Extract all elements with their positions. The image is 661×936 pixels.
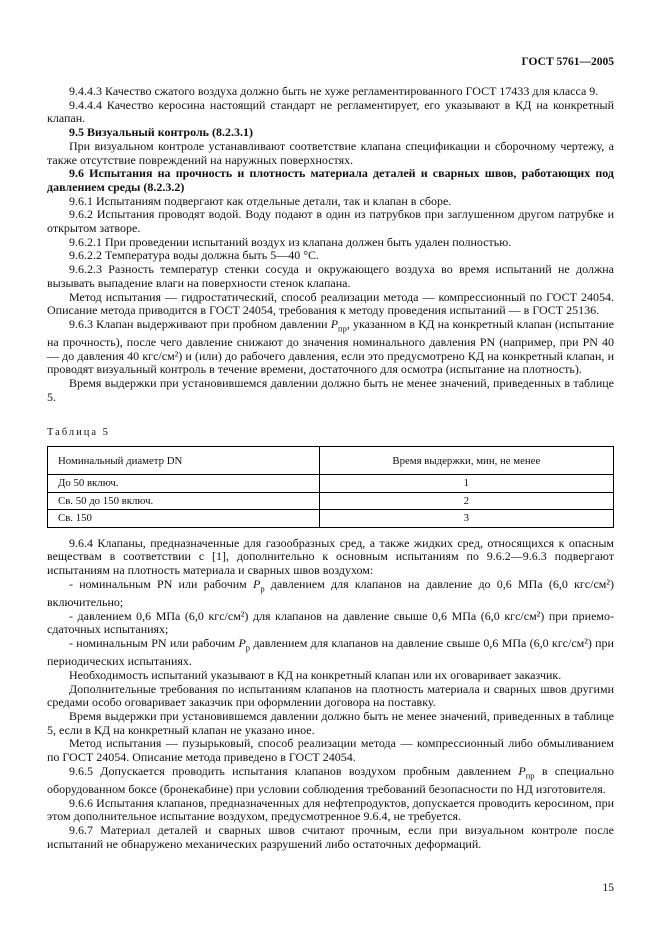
paragraph <box>47 537 614 578</box>
section-heading <box>47 167 614 194</box>
table-cell: 3 <box>319 510 613 528</box>
table-header-cell: Время выдержки, мин, не менее <box>319 447 613 475</box>
text-run: 9.6.2.1 При проведении испытаний воздух из клапана должен быть удален полностью. <box>69 234 512 249</box>
text-run: в специально оборудованном боксе (бронекабине) при условии соблюдения требований безопасности по НД изготовителя. <box>47 763 614 796</box>
paragraph <box>47 140 614 167</box>
table-header-cell: Номинальный диаметр DN <box>48 447 320 475</box>
text-run: - давлением 0,6 МПа (6,0 кгс/см²) для клапанов на давление свыше 0,6 МПа (6,0 кгс/см²) при приемо-сдаточных испытаниях; <box>47 608 614 637</box>
paragraph <box>47 710 614 737</box>
text-run: 9.6.2.2 Температура воды должна быть 5—40 °С. <box>69 248 320 263</box>
text-run: 9.6 Испытания на прочность и плотность материала деталей и сварных швов, работающих под давлением среды (8.2.3.2) <box>47 166 614 194</box>
paragraph <box>47 85 614 99</box>
text-run: При визуальном контроле устанавливают соответствие клапана спецификации и сборочному чертежу, а также отсутствие повреждений на наружных поверхностях. <box>47 138 614 167</box>
table-5 <box>47 446 614 528</box>
paragraph <box>47 208 614 235</box>
document-body <box>47 85 614 851</box>
paragraph <box>47 765 614 797</box>
page-header <box>47 56 614 68</box>
paragraph <box>47 737 614 764</box>
table-header-row <box>48 447 614 475</box>
page-number: 15 <box>602 882 614 894</box>
text-run: Метод испытания — пузырьковый, способ реализации метода — компрессионный либо обмыливанием по ГОСТ 24054. Описание метода приведено в ГОСТ 24054. <box>47 736 614 765</box>
text-run: 9.6.2.3 Разность температур стенки сосуда и окружающего воздуха во время испытаний не должна вызывать выпадение влаги на поверхности стенок клапана. <box>47 262 614 290</box>
text-run: - номинальным PN или рабочим <box>69 576 253 591</box>
text-run: Р <box>330 316 339 331</box>
text-run: 9.5 Визуальный контроль (8.2.3.1) <box>69 125 254 140</box>
paragraph <box>47 99 614 126</box>
text-run: 9.4.4.4 Качество керосина настоящий стандарт не регламентирует, его указывают в КД на конкретный клапан. <box>47 97 614 126</box>
text-run: Р <box>252 576 261 591</box>
paragraph <box>47 318 614 377</box>
text-run: , указанном в КД на конкретный клапан (испытание на прочность), после чего давление снижают до значения номинального давления PN (например, при PN 40 — до давления 40 кгс/см²) и (или) до рабочего давления, если это предусмотрено КД на конкретный клапан, и проводят визуальный контроль в течение времени, достаточного для осмотра (испытание на плотность). <box>47 316 615 377</box>
text-run: Дополнительные требования по испытаниям клапанов на плотность материала и сварных швов другими средами особо оговаривает заказчик при оформлении договора на поставку. <box>47 681 614 710</box>
text-run: Необходимость испытаний указывают в КД на конкретный клапан или их оговаривает заказчик. <box>69 667 562 682</box>
text-run: 9.6.2 Испытания проводят водой. Воду подают в один из патрубков при заглушенном другом патрубке и открытом затворе. <box>47 207 614 236</box>
text-run: 9.6.3 Клапан выдерживают при пробном давлении <box>69 316 331 331</box>
paragraph <box>47 291 614 318</box>
table-cell: Св. 50 до 150 включ. <box>48 492 320 510</box>
text-run: давлением для клапанов на давление свыше 0,6 МПа (6,0 кгс/см²) при периодических испытаниях. <box>47 636 614 669</box>
paragraph <box>47 377 614 404</box>
paragraph <box>47 824 614 851</box>
text-run: р <box>245 642 251 653</box>
text-run: давлением для клапанов на давление до 0,6 МПа (6,0 кгс/см²) включительно; <box>47 576 614 609</box>
page-footer <box>603 882 615 894</box>
paragraph <box>47 236 614 250</box>
text-run: Метод испытания — гидростатический, способ реализации метода — компрессионный по ГОСТ 24054. Описание метода приводится в ГОСТ 24054, требования к методу проведения испытаний — в ГОСТ 25136. <box>47 289 614 318</box>
text-run: 9.4.4.3 Качество сжатого воздуха должно быть не хуже регламентированного ГОСТ 17433 для класса 9. <box>69 84 599 98</box>
paragraph <box>47 578 614 610</box>
paragraph <box>47 683 614 710</box>
text-run: пр <box>525 770 535 781</box>
paragraph <box>47 669 614 683</box>
text-run: 9.6.4 Клапаны, предназначенные для газообразных сред, а также жидких сред, относящихся к опасным веществам в соответствии с [1], дополнительно к основным испытаниям по 9.6.2—9.6.3 подвергают испытаниям на плотность материала и сварных швов воздухом: <box>47 535 614 578</box>
table-row <box>48 510 614 528</box>
table-caption: Таблица 5 <box>47 426 110 438</box>
paragraph <box>47 637 614 669</box>
text-run: пр <box>338 323 347 334</box>
paragraph <box>47 195 614 209</box>
paragraph <box>47 797 614 824</box>
paragraph <box>47 263 614 290</box>
text-run: Время выдержки при установившемся давлении должно быть не менее значений, приведенных в таблице 5. <box>47 376 614 404</box>
doc-code: ГОСТ 5761—2005 <box>521 56 614 68</box>
table-cell: 1 <box>319 475 613 493</box>
table-cell: Св. 150 <box>48 510 320 528</box>
text-run: 9.6.1 Испытаниям подвергают как отдельные детали, так и клапан в сборе. <box>69 193 452 208</box>
text-run: Время выдержки при установившемся давлении должно быть не менее значений, приведенных в таблице 5, если в КД на конкретный клапан не указано иное. <box>47 708 614 737</box>
text-run: Р <box>518 763 526 778</box>
table-row <box>48 492 614 510</box>
text-run: 9.6.7 Материал деталей и сварных швов считают прочным, если при визуальном контроле после испытаний не обнаружено механических разрушений либо остаточных деформаций. <box>47 823 614 851</box>
text-run: Р <box>238 636 246 651</box>
paragraph <box>47 249 614 263</box>
table-row <box>48 475 614 493</box>
table-cell: 2 <box>319 492 613 510</box>
text-run: 9.6.5 Допускается проводить испытания клапанов воздухом пробным давлением <box>69 763 519 778</box>
section-heading <box>47 126 614 140</box>
paragraph <box>47 610 614 637</box>
text-run: р <box>260 583 265 594</box>
table-cell: До 50 включ. <box>48 475 320 493</box>
text-run: - номинальным PN или рабочим <box>69 636 239 651</box>
text-run: 9.6.6 Испытания клапанов, предназначенных для нефтепродуктов, допускается проводить керосином, при этом дополнительное испытание воздухом, предусмотренное 9.6.4, не требуется. <box>47 795 614 824</box>
